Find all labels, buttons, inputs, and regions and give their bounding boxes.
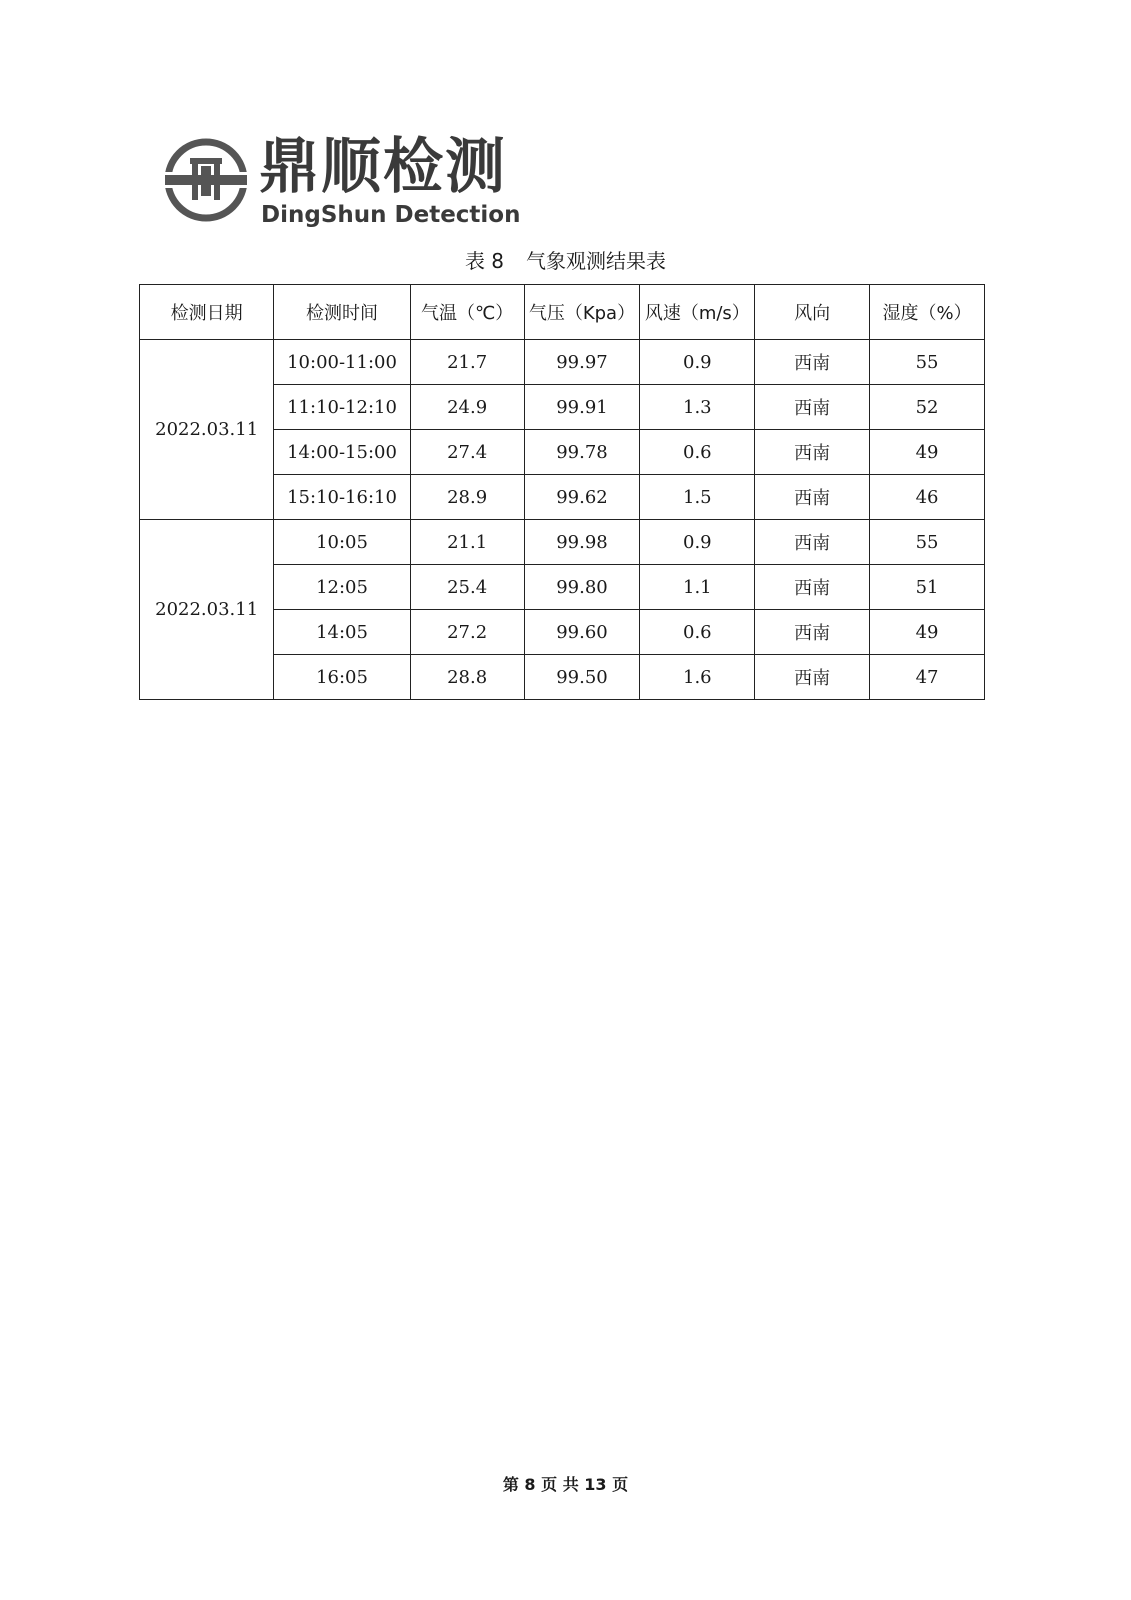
wind-speed-cell: 0.9 bbox=[640, 520, 755, 565]
wind-speed-cell: 0.6 bbox=[640, 430, 755, 475]
pressure-cell: 99.97 bbox=[524, 340, 640, 385]
pressure-cell: 99.80 bbox=[524, 565, 640, 610]
pressure-cell: 99.60 bbox=[524, 610, 640, 655]
temperature-cell: 21.7 bbox=[410, 340, 524, 385]
wind-direction-cell: 西南 bbox=[755, 385, 870, 430]
time-cell: 12:05 bbox=[274, 565, 410, 610]
humidity-cell: 52 bbox=[870, 385, 985, 430]
humidity-cell: 49 bbox=[870, 610, 985, 655]
temperature-cell: 24.9 bbox=[410, 385, 524, 430]
table-number: 表 8 bbox=[464, 249, 505, 273]
wind-speed-cell: 1.6 bbox=[640, 655, 755, 700]
temperature-cell: 27.4 bbox=[410, 430, 524, 475]
temperature-cell: 28.8 bbox=[410, 655, 524, 700]
header-wind-direction: 风向 bbox=[755, 285, 870, 340]
humidity-cell: 47 bbox=[870, 655, 985, 700]
pressure-cell: 99.98 bbox=[524, 520, 640, 565]
time-cell: 15:10-16:10 bbox=[274, 475, 410, 520]
table-caption bbox=[0, 248, 1131, 274]
wind-direction-cell: 西南 bbox=[755, 565, 870, 610]
humidity-cell: 51 bbox=[870, 565, 985, 610]
header-wind-speed: 风速（m/s） bbox=[640, 285, 755, 340]
brand-name-en: DingShun Detection bbox=[261, 202, 521, 228]
wind-direction-cell: 西南 bbox=[755, 655, 870, 700]
time-cell: 16:05 bbox=[274, 655, 410, 700]
pressure-cell: 99.62 bbox=[524, 475, 640, 520]
wind-direction-cell: 西南 bbox=[755, 475, 870, 520]
table-title: 气象观测结果表 bbox=[526, 249, 667, 273]
weather-observation-table bbox=[139, 284, 985, 700]
wind-speed-cell: 1.5 bbox=[640, 475, 755, 520]
header-humidity: 湿度（%） bbox=[870, 285, 985, 340]
wind-direction-cell: 西南 bbox=[755, 430, 870, 475]
header-time: 检测时间 bbox=[274, 285, 410, 340]
pressure-cell: 99.78 bbox=[524, 430, 640, 475]
time-cell: 11:10-12:10 bbox=[274, 385, 410, 430]
header-temperature: 气温（℃） bbox=[410, 285, 524, 340]
pressure-cell: 99.91 bbox=[524, 385, 640, 430]
wind-speed-cell: 1.3 bbox=[640, 385, 755, 430]
page-number: 第 8 页 共 13 页 bbox=[502, 1475, 629, 1494]
header-pressure: 气压（Kpa） bbox=[524, 285, 640, 340]
temperature-cell: 25.4 bbox=[410, 565, 524, 610]
brand-name-cn: 鼎顺检测 bbox=[259, 132, 507, 202]
humidity-cell: 55 bbox=[870, 340, 985, 385]
table-header-row bbox=[140, 285, 985, 340]
wind-direction-cell: 西南 bbox=[755, 520, 870, 565]
date-cell: 2022.03.11 bbox=[140, 520, 274, 700]
humidity-cell: 46 bbox=[870, 475, 985, 520]
wind-direction-cell: 西南 bbox=[755, 340, 870, 385]
company-logo bbox=[163, 128, 521, 232]
temperature-cell: 28.9 bbox=[410, 475, 524, 520]
humidity-cell: 49 bbox=[870, 430, 985, 475]
time-cell: 14:05 bbox=[274, 610, 410, 655]
wind-speed-cell: 0.6 bbox=[640, 610, 755, 655]
time-cell: 14:00-15:00 bbox=[274, 430, 410, 475]
pressure-cell: 99.50 bbox=[524, 655, 640, 700]
temperature-cell: 21.1 bbox=[410, 520, 524, 565]
header-date: 检测日期 bbox=[140, 285, 274, 340]
temperature-cell: 27.2 bbox=[410, 610, 524, 655]
date-cell: 2022.03.11 bbox=[140, 340, 274, 520]
time-cell: 10:05 bbox=[274, 520, 410, 565]
wind-speed-cell: 1.1 bbox=[640, 565, 755, 610]
dingshun-emblem-icon bbox=[163, 128, 249, 232]
wind-speed-cell: 0.9 bbox=[640, 340, 755, 385]
table-row bbox=[140, 520, 985, 565]
time-cell: 10:00-11:00 bbox=[274, 340, 410, 385]
humidity-cell: 55 bbox=[870, 520, 985, 565]
wind-direction-cell: 西南 bbox=[755, 610, 870, 655]
table-row bbox=[140, 340, 985, 385]
